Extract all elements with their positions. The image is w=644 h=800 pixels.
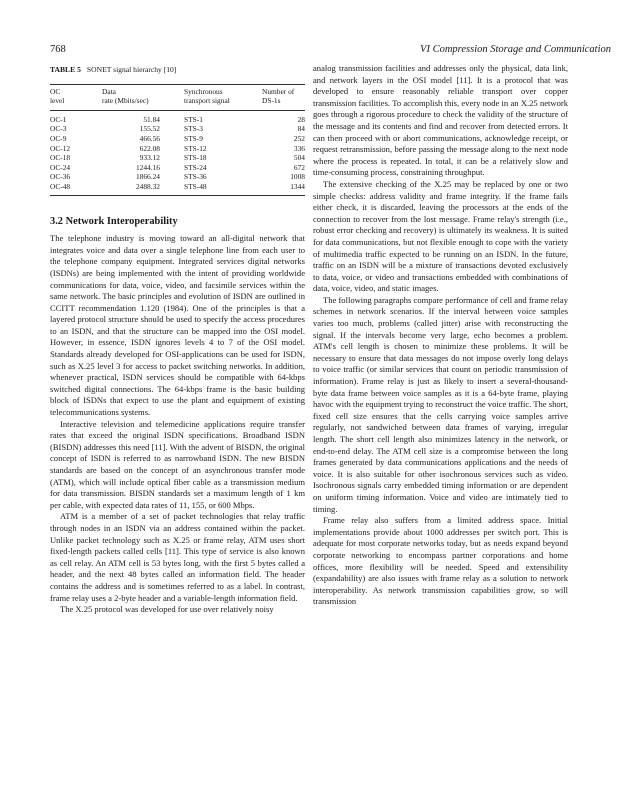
paragraph: The telephone industry is moving toward an all-digital network that integrates voice and data over a single telephone line from each user to the telephone company equipment. Integrated services digital networks (ISDNs) are being implemented with the intent of providing worldwide communications for data, voice, video, and facsimile services within the same network. The basic principles and evolution of ISDN are outlined in CCITT recommendation 1.120 (1984). One of the principles is that a layered protocol structure should be used to specify the access procedures to an ISDN, and that the structure can be mapped into the OSI model. However, in essence, ISDN ignores levels 4 to 7 of the OSI model. Standards already developed for OSI-applications can be used for ISDN, such as X.25 level 3 for access to packet switching networks. In addition, whenever practical, ISDN services should be compatible with 64-kbps switched digital connections. The 64-kbps frame is the basic building block of ISDNs that expect to use the plant and equipment of existing telecommunications systems. — [50, 233, 305, 418]
table-caption-text: SONET signal hierarchy [10] — [86, 65, 177, 74]
running-title: VI Compression Storage and Communication — [420, 44, 611, 55]
col-header-rate: Data rate (Mbits/sec) — [102, 86, 149, 106]
page-number: 768 — [50, 44, 66, 55]
col-header-oc: OC level — [50, 86, 65, 106]
paragraph: The X.25 protocol was developed for use over relatively noisy — [60, 604, 274, 615]
table-row: OC-1 51.84 STS-1 28 — [50, 114, 305, 124]
left-column — [50, 62, 305, 616]
paragraph: analog transmission facilities and addresses only the physical, data link, and network layers in the OSI model [11]. It is a protocol that was developed to ensure reasonably reliable transport over copper transmission facilities. To accomplish this, every node in an X.25 network goes through a rigorous procedure to check the validity of the structure of the message and its contents and find and recover from detected errors. It can then proceed with or abort communications, acknowledge receipt, or request retransmission, before passing the message along to the next node where the process is repeated. In total, it can be a relatively slow and time-consuming process, constraining throughput. — [313, 63, 568, 178]
right-column — [313, 63, 568, 608]
table-header-row — [50, 84, 305, 110]
col-header-ds1: Number of DS-1s — [262, 86, 295, 106]
paragraph: Frame relay also suffers from a limited address space. Initial implementations provide about 1000 addresses per switch port. This is adequate for most corporate networks today, but as needs expand beyond corporate networking to encompass partner corporations and home offices, more flexibility will be needed. Speed and extensibility (expandability) are also issues with frame relay as a solution to network interoperability. As network transmission capabilities grow, so will transmission — [313, 515, 568, 607]
table-row: OC-24 1244.16 STS-24 672 — [50, 162, 305, 172]
col-header-sts: Synchronous transport signal — [184, 86, 230, 106]
table-row: OC-3 155.52 STS-3 84 — [50, 124, 305, 134]
table-label: TABLE 5 — [50, 65, 81, 74]
paragraph: The extensive checking of the X.25 may be replaced by one or two simple checks: address validity and frame integrity. If the frame fails either check, it is discarded, leaving the processors at the ends of the connection to recover from the lost message. Frame relay's strength (i.e., robust error checking and recovery) is ultimately its weakness. It is suited for data communications, but not flexible enough to cope with the variety of multimedia traffic expected to be running on an ISDN. In the future, traffic on an ISDN will be a mixture of transactions devoted exclusively to data, voice, or video and transactions embedded with combinations of data, voice, video, and static images. — [313, 178, 568, 294]
table-row: OC-12 622.08 STS-12 336 — [50, 143, 305, 153]
sonet-table — [50, 84, 305, 196]
paragraph: ATM is a member of a set of packet technologies that relay traffic through nodes in an ISDN via an address contained within the packet. Unlike packet technology such as X.25 or frame relay, ATM uses short fixed-length packets called cells [11]. This type of service is also known as cell relay. An ATM cell is 53 bytes long, with the first 5 bytes called a header, and the next 48 bytes called an information field. The header contains the address and is sometimes referred to as a label. In contrast, frame relay uses a 2-byte header and a variable-length information field. — [50, 511, 305, 603]
table-row: OC-9 466.56 STS-9 252 — [50, 133, 305, 143]
paragraph: Interactive television and telemedicine applications require transfer rates that exceed the original ISDN specifications. Broadband ISDN (BISDN) addresses this need [11]. With the advent of BISDN, the original concept of ISDN is referred to as narrowband ISDN. The new BISDN standards are based on the concept of an asynchronous transfer mode (ATM), which will include optical fiber cable as a transmission medium for data transmission. BISDN standards set a maximum length of 1 km per cable, with expected data rates of 11, 155, or 600 Mbps. — [50, 418, 305, 510]
table-caption — [50, 64, 305, 76]
table-row: OC-48 2488.32 STS-48 1344 — [50, 181, 305, 191]
table-row: OC-18 933.12 STS-18 504 — [50, 153, 305, 163]
table-row: OC-36 1866.24 STS-36 1008 — [50, 172, 305, 182]
paragraph: The following paragraphs compare performance of cell and frame relay schemes in network scenarios. If the interval between voice samples varies too much, problems (called jitter) arise with reconstructing the signal. If the intervals become very large, echo becomes a problem. ATM's cell length is chosen to minimize these problems. It will be necessary to ensure that data messages do not impose overly long delays to voice traffic (or similar services that count on periodic transmission of information). Frame relay is just as likely to insert a several-thousand-byte data frame between voice samples as it is a 64-byte frame, playing havoc with the equipment trying to reconstruct the voice traffic. The short, fixed cell size ensures that the cells carrying voice samples arrive regularly, not sandwiched between data frames of varying, irregular length. The short cell length also minimizes latency in the network, or end-to-end delay. The ATM cell size is a compromise between the long frames generated by data communications applications and the needs of voice. It is also suitable for other isochronous services such as video. Isochronous signals carry embedded timing information or are dependent on uniform timing information. Voice and video are intimately tied to timing. — [313, 294, 568, 514]
section-heading: 3.2 Network Interoperability — [50, 215, 178, 227]
